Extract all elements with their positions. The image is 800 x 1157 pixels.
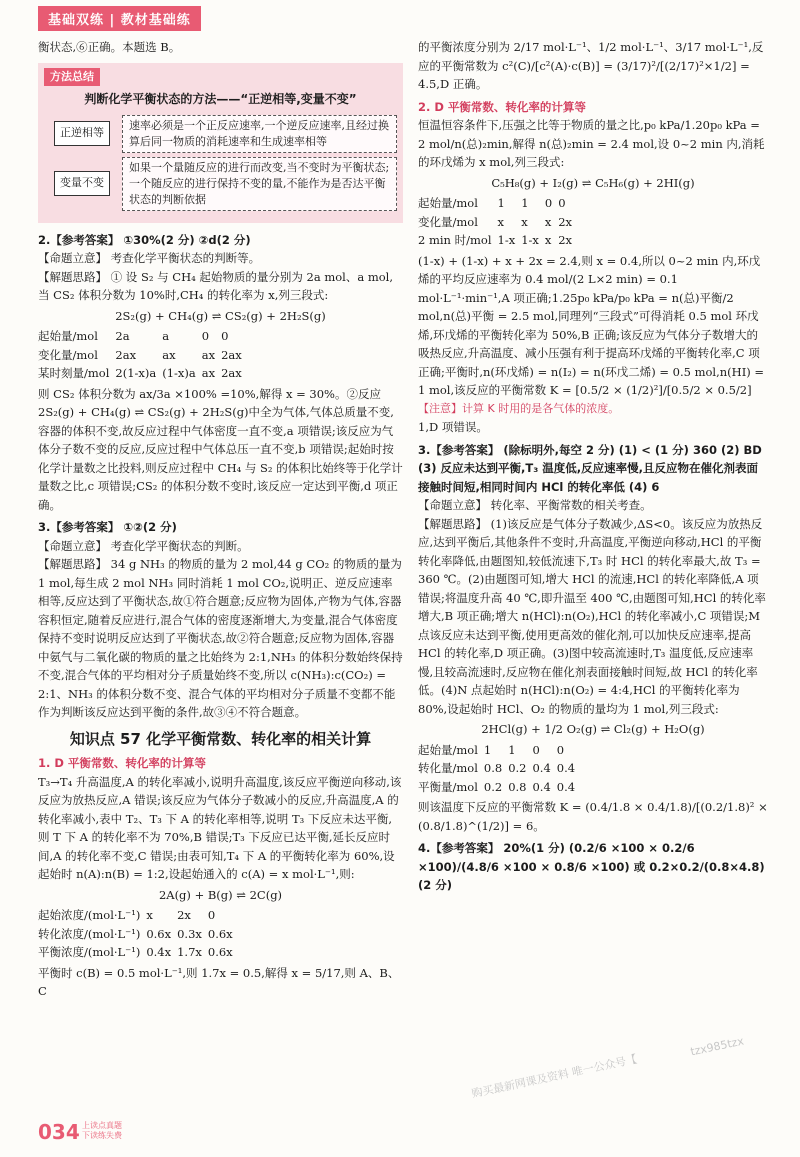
solution: 的平衡浓度分别为 2/17 mol·L⁻¹、1/2 mol·L⁻¹、3/17 mol·L⁻¹,反应的平衡常数为 c²(C)/[c²(A)·c(B)] = (3/17)²/[(2/17)²×1/2] = 4.5,D 正确。 [418, 40, 764, 91]
method-key: 变量不变 [54, 171, 110, 196]
solution: (1-x) + (1-x) + x + 2x = 2.4,则 x = 0.4,所以 0~2 min 内,环戊烯的平均反应速率为 0.4 mol/(2 L×2 min) = 0.1 mol·L⁻¹·min⁻¹,A 项正确;1.25p₀ kPa/p₀ kPa = n(总)平衡/2 mol,n(总)平衡 = 2.5 mol,同理列“三段式”可得消耗 0.5 mol 环戊烯,环戊烯的平衡转化率为 50%,B 正确;该反应为气体分子数增大的吸热反应,升高温度、减小压强有利于提高环戊烯的平衡转化率,C 项正确;平衡时,n(环戊烯) = n(I₂) = n(环戊二烯) = 0.5 mol,n(HI) = 1 mol,该反应的平衡常数 K = [0.5/2 × (1/2)²]/[0.5/2 × 0.5/2] [418, 253, 765, 397]
question-head: 1. D 平衡常数、转化率的计算等 [38, 756, 206, 770]
page-subtitle: 上读点真题 下读练失费 [82, 1121, 122, 1140]
question-head: 2. D 平衡常数、转化率的计算等 [418, 99, 586, 114]
right-column [418, 38, 768, 895]
answer-label: 3.【参考答案】 (除标明外,每空 2 分) (1) < (1 分) 360 (2) BD (3) 反应未达到平衡,T₃ 温度低,反应速率慢,且反应物在催化剂表面接触时间短,相同时间内 HCl 的转化率低 (4) 6 [418, 442, 762, 494]
method-tag: 方法总结 [44, 68, 100, 87]
paragraph: 衡状态,⑥正确。本题选 B。 [38, 40, 181, 54]
answer-label: 2.【参考答案】 ①30%(2 分) ②d(2 分) [38, 232, 251, 247]
solution: 【解题思路】 34 g NH₃ 的物质的量为 2 mol,44 g CO₂ 的物质的量为 1 mol,每生成 2 mol NH₃ 同时消耗 1 mol CO₂,说明正、逆反应速率相等,反应达到了平衡状态,故①符合题意;反应物为固体,产物为气体,容器容积恒定,随着反应进行,混合气体的密度逐渐增大,为变量,混合气体密度保持不变时说明反应达到了平衡状态,故②符合题意;反应物为固体,容器中氨气与二氧化碳的物质的量之比始终为 2:1,NH₃ 的体积分数始终保持不变,混合气体的平均相对分子质量始终不变,所以 c(NH₃):c(CO₂) = 2:1、NH₃ 的体积分数不变、混合气体的平均相对分子质量不变都不能作为判断该反应达到平衡的条件,故③④不符合题意。 [38, 557, 403, 719]
solution: 则 CS₂ 体积分数为 ax/3a ×100% =10%,解得 x = 30%。②反应 2S₂(g) + CH₄(g) ⇌ CS₂(g) + 2H₂S(g)中全为气体,气体总质量不变,容器的体积不变,故反应过程中气体密度一直不变,a 项错误;该反应为气体分子数不变的反应,反应过程中气体总压一直不变,b 项错误;起始时按化学计量数之比投料,则反应过程中 CH₄ 与 S₂ 的体积比始终等于化学计量数之比,c 项错误;CS₂ 的体积分数不变时,该反应一定达到平衡,d 项正确。 [38, 386, 403, 512]
method-row [54, 157, 397, 211]
section-header: 基础双练 | 教材基础练 [38, 6, 201, 31]
solution: 1,D 项错误。 [418, 420, 488, 434]
solution: 则该温度下反应的平衡常数 K = (0.4/1.8 × 0.4/1.8)/[(0.2/1.8)² × (0.8/1.8)^(1/2)] = 6。 [418, 800, 768, 833]
watermark: 购买最新网课及资料 唯一公众号【 [470, 1052, 639, 1101]
method-value: 如果一个量随反应的进行而改变,当不变时为平衡状态;一个随反应的进行保持不变的量,不能作为是否达平衡状态的判断依据 [122, 157, 397, 211]
ice-table: 起始量/mol 1 1 0 0 变化量/mol x x x 2x 2 min 时/mol 1-x 1-x x 2x [418, 196, 573, 247]
method-value: 速率必须是一个正反应速率,一个逆反应速率,且经过换算后同一物质的消耗速率和生成速率相等 [122, 115, 397, 153]
method-summary-box [38, 63, 403, 223]
answer-label: 4.【参考答案】 20%(1 分) (0.2/6 ×100 × 0.2/6 ×100)/(4.8/6 ×100 × 0.8/6 ×100) 或 0.2×0.2/(0.8×4.8)(2 分) [418, 841, 765, 892]
knowledge-point-title: 知识点 57 化学平衡常数、转化率的相关计算 [69, 729, 372, 748]
method-key: 正逆相等 [54, 121, 110, 146]
equation: 2HCl(g) + 1/2 O₂(g) ⇌ Cl₂(g) + H₂O(g) [481, 722, 705, 736]
method-title: 判断化学平衡状态的方法——“正逆相等,变量不变” [84, 92, 357, 106]
equation: 2S₂(g) + CH₄(g) ⇌ CS₂(g) + 2H₂S(g) [115, 308, 326, 323]
page-number: 034 [38, 1120, 80, 1144]
method-row [54, 115, 397, 153]
solution: 平衡时 c(B) = 0.5 mol·L⁻¹,则 1.7x = 0.5,解得 x = 5/17,则 A、B、C [38, 965, 400, 998]
solution: 【解题思路】 ① 设 S₂ 与 CH₄ 起始物质的量分别为 2a mol、a mol,当 CS₂ 体积分数为 10%时,CH₄ 的转化率为 x,列三段式: [38, 269, 394, 302]
solution: 恒温恒容条件下,压强之比等于物质的量之比,p₀ kPa/1.20p₀ kPa = 2 mol/n(总)₂min,解得 n(总)₂min = 2.4 mol,设 0~2 min 内,消耗的环戊烯为 x mol,列三段式: [418, 118, 765, 169]
intent: 【命题立意】 转化率、平衡常数的相关考查。 [418, 498, 652, 512]
ice-table: 起始量/mol 2a a 0 0 变化量/mol 2ax ax ax 2ax 某时刻量/mol 2(1-x)a (1-x)a ax 2ax [38, 329, 242, 380]
intent: 【命题立意】 考查化学平衡状态的判断等。 [38, 251, 261, 265]
watermark: tzx985tzx [689, 1034, 745, 1059]
left-column [38, 38, 403, 1001]
equation: C₅H₈(g) + I₂(g) ⇌ C₅H₆(g) + 2HI(g) [491, 175, 695, 190]
answer-label: 3.【参考答案】 ①②(2 分) [38, 520, 177, 534]
ice-table: 起始量/mol 1 1 0 0 转化量/mol 0.8 0.2 0.4 0.4 平衡量/mol 0.2 0.8 0.4 0.4 [418, 742, 576, 794]
intent: 【命题立意】 考查化学平衡状态的判断。 [38, 538, 249, 553]
equation: 2A(g) + B(g) ⇌ 2C(g) [158, 887, 283, 902]
note: 【注意】计算 K 时用的是各气体的浓度。 [418, 401, 620, 415]
solution: 【解题思路】 (1)该反应是气体分子数减少,ΔS<0。该反应为放热反应,达到平衡后,其他条件不变时,升高温度,平衡逆向移动,HCl 的平衡转化率降低,由题图知,较低流速下,T₃ 时 HCl 的转化率最大,故 T₃ = 360 ℃。(2)由题图可知,增大 HCl 的流速,HCl 的转化率降低,A 项错误;将温度升高 40 ℃,即升温至 400 ℃,由题图可知,HCl 的转化率增大,B 项正确;增大 n(HCl):n(O₂),HCl 的转化率减小,C 项错误;M 点该反应未达到平衡,使用更高效的催化剂,可以加快反应速率,提高 HCl 的转化率,D 项正确。(3)图中较高流速时,T₃ 温度低,反应速率慢,且较高流速时,反应物在催化剂表面接触时间短,故 HCl 的转化率低。(4)N 点起始时 n(HCl):n(O₂) = 4:4,HCl 的平衡转化率为 80%,设起始时 HCl、O₂ 的物质的量均为 1 mol,列三段式: [418, 516, 766, 716]
solution: T₃→T₄ 升高温度,A 的转化率减小,说明升高温度,该反应平衡逆向移动,该反应为放热反应,A 错误;该反应为气体分子数减小的反应,升高温度,A 的转化率减小,表中 T₂、T₃ 下 A 的转化率相等,说明 T₃ 下反应未达平衡,则 T 下 A 的转化率不为 70%,B 错误;T₃ 下反应已达平衡,延长反应时间,A 的转化率不变,C 错误;由表可知,T₄ 下 A 的平衡转化率为 60%,设起始时 n(A):n(B) = 1:2,设起始通入的 c(A) = x mol·L⁻¹,则: [38, 774, 402, 881]
ice-table: 起始浓度/(mol·L⁻¹) x 2x 0 转化浓度/(mol·L⁻¹) 0.6x 0.3x 0.6x 平衡浓度/(mol·L⁻¹) 0.4x 1.7x 0.6x [38, 908, 233, 959]
